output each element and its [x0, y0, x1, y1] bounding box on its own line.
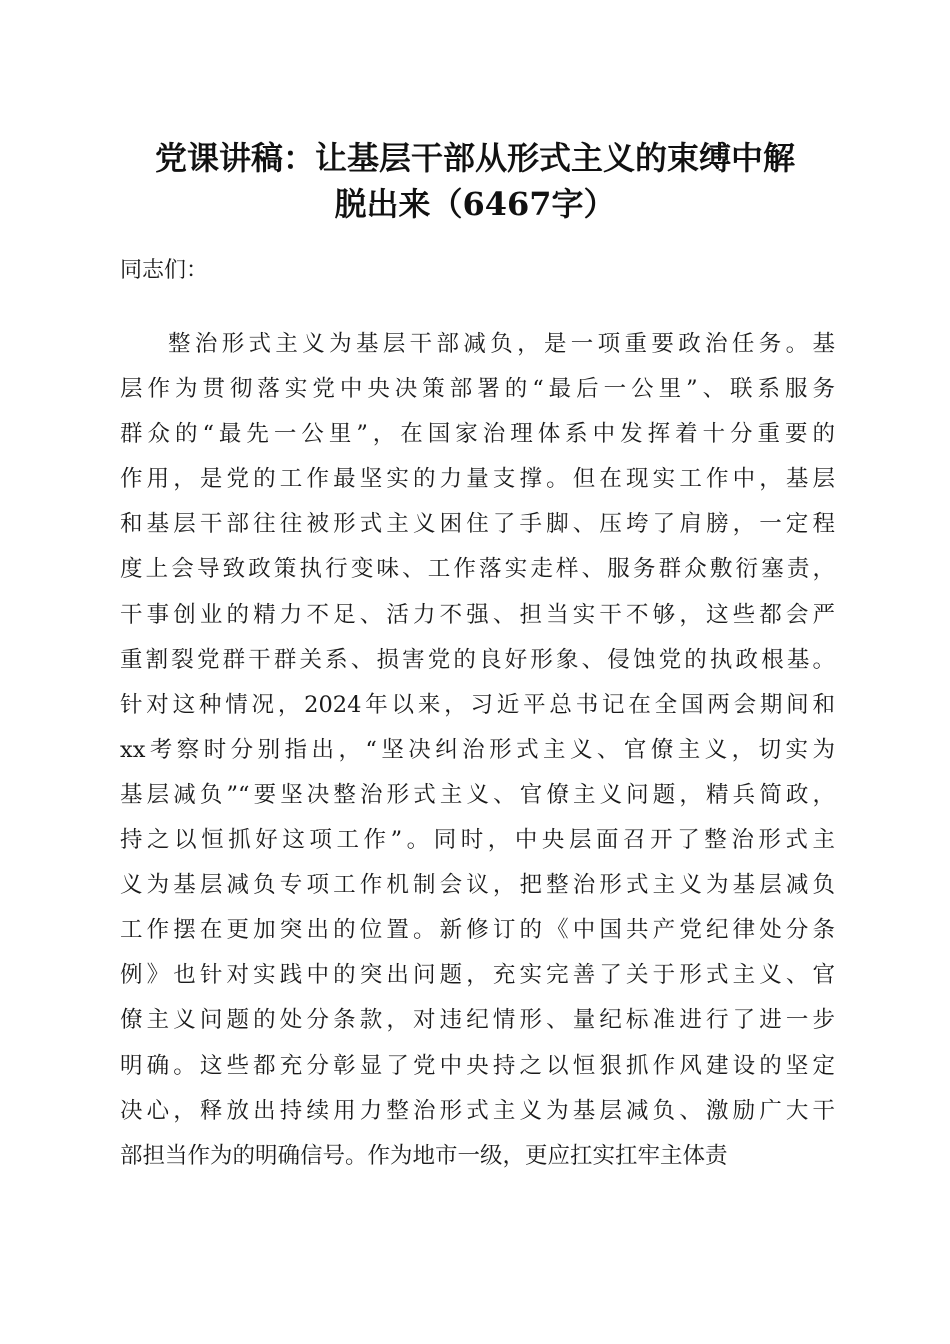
- body-line: 明确。这些都充分彰显了党中央持之以恒狠抓作风建设的坚定: [120, 1052, 835, 1079]
- body-line: 和基层干部往往被形式主义困住了手脚、压垮了肩膀，一定程: [120, 511, 835, 538]
- body-line: 决心，释放出持续用力整治形式主义为基层减负、激励广大干: [120, 1097, 835, 1124]
- body-line: 例》也针对实践中的突出问题，充实完善了关于形式主义、官: [120, 962, 835, 989]
- body-line: 度上会导致政策执行变味、工作落实走样、服务群众敷衍塞责，: [120, 556, 835, 583]
- body-line: 持之以恒抓好这项工作”。同时，中央层面召开了整治形式主: [120, 827, 835, 854]
- body-line: 群众的“最先一公里”，在国家治理体系中发挥着十分重要的: [120, 421, 835, 448]
- body-line: 重割裂党群干群关系、损害党的良好形象、侵蚀党的执政根基。: [120, 646, 835, 673]
- body-line: xx考察时分别指出，“坚决纠治形式主义、官僚主义，切实为: [120, 736, 835, 763]
- body-line: 整治形式主义为基层干部减负，是一项重要政治任务。基: [168, 331, 835, 357]
- document-title-line-2: 脱出来（6467字）: [334, 185, 616, 223]
- salutation: 同志们：: [120, 258, 209, 283]
- body-line: 义为基层减负专项工作机制会议，把整治形式主义为基层减负: [120, 872, 835, 899]
- body-line: 层作为贯彻落实党中央决策部署的“最后一公里”、联系服务: [120, 376, 835, 403]
- body-line: 基层减负”“要坚决整治形式主义、官僚主义问题，精兵简政，: [120, 781, 835, 808]
- body-line: 部担当作为的明确信号。作为地市一级，更应扛实扛牢主体责: [120, 1142, 728, 1169]
- body-line: 干事创业的精力不足、活力不强、担当实干不够，这些都会严: [120, 601, 835, 628]
- body-line: 僚主义问题的处分条款，对违纪情形、量纪标准进行了进一步: [120, 1007, 835, 1034]
- body-line: 作用，是党的工作最坚实的力量支撑。但在现实工作中，基层: [120, 466, 835, 493]
- body-line: 工作摆在更加突出的位置。新修订的《中国共产党纪律处分条: [120, 917, 835, 944]
- body-line: 针对这种情况，2024年以来，习近平总书记在全国两会期间和: [120, 691, 835, 718]
- body-paragraph: [120, 324, 835, 1181]
- document-title-line-1: 党课讲稿：让基层干部从形式主义的束缚中解: [154, 139, 795, 177]
